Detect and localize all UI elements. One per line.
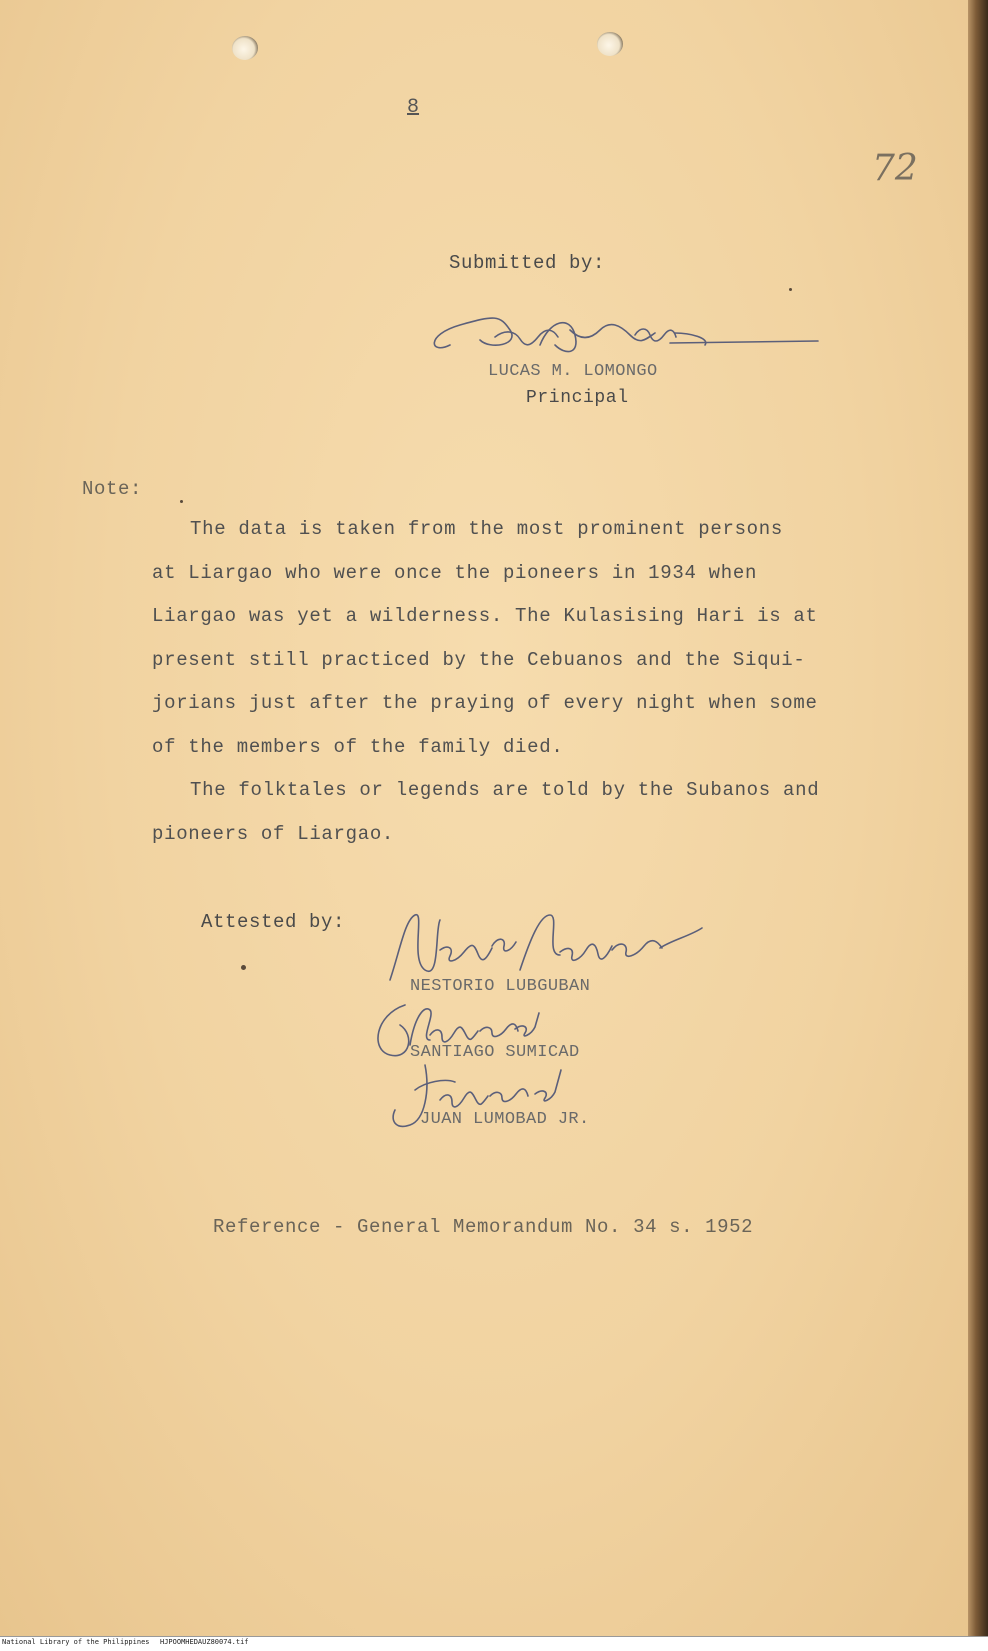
folio-number: 72 — [872, 148, 918, 189]
punch-hole-right — [597, 32, 623, 56]
note-line-2: at Liargao who were once the pioneers in 1934 when — [152, 562, 758, 584]
attester-1-name: NESTORIO LUBGUBAN — [410, 977, 591, 996]
reference-line: Reference - General Memorandum No. 34 s. 1952 — [213, 1216, 754, 1238]
note-line-8: pioneers of Liargao. — [152, 823, 395, 845]
note-line-6: of the members of the family died. — [152, 736, 564, 758]
page-number: 8 — [407, 96, 420, 119]
submitter-title: Principal — [526, 388, 629, 408]
attested-by-label: Attested by: — [201, 911, 346, 933]
note-line-4: present still practiced by the Cebuanos and the Siqui- — [152, 649, 806, 671]
submitter-name: LUCAS M. LOMONGO — [488, 362, 658, 381]
ink-dot — [180, 500, 183, 503]
submitted-by-label: Submitted by: — [449, 252, 606, 274]
attester-3-name: JUAN LUMOBAD JR. — [420, 1110, 590, 1129]
footer-file-id: HJPOOMHEDAUZ80074.tif — [160, 1638, 249, 1646]
note-line-1: The data is taken from the most prominent persons — [190, 518, 783, 540]
footer-archive: National Library of the Philippines — [2, 1638, 150, 1646]
attester-2-name: SANTIAGO SUMICAD — [410, 1043, 580, 1062]
punch-hole-left — [232, 36, 258, 60]
ink-dot — [241, 965, 246, 970]
note-line-5: jorians just after the praying of every night when some — [152, 692, 818, 714]
ink-dot — [789, 288, 792, 291]
paper-edge — [968, 0, 988, 1650]
note-label: Note: — [82, 478, 143, 500]
note-line-3: Liargao was yet a wilderness. The Kulasising Hari is at — [152, 605, 818, 627]
note-line-7: The folktales or legends are told by the Subanos and — [190, 779, 820, 801]
